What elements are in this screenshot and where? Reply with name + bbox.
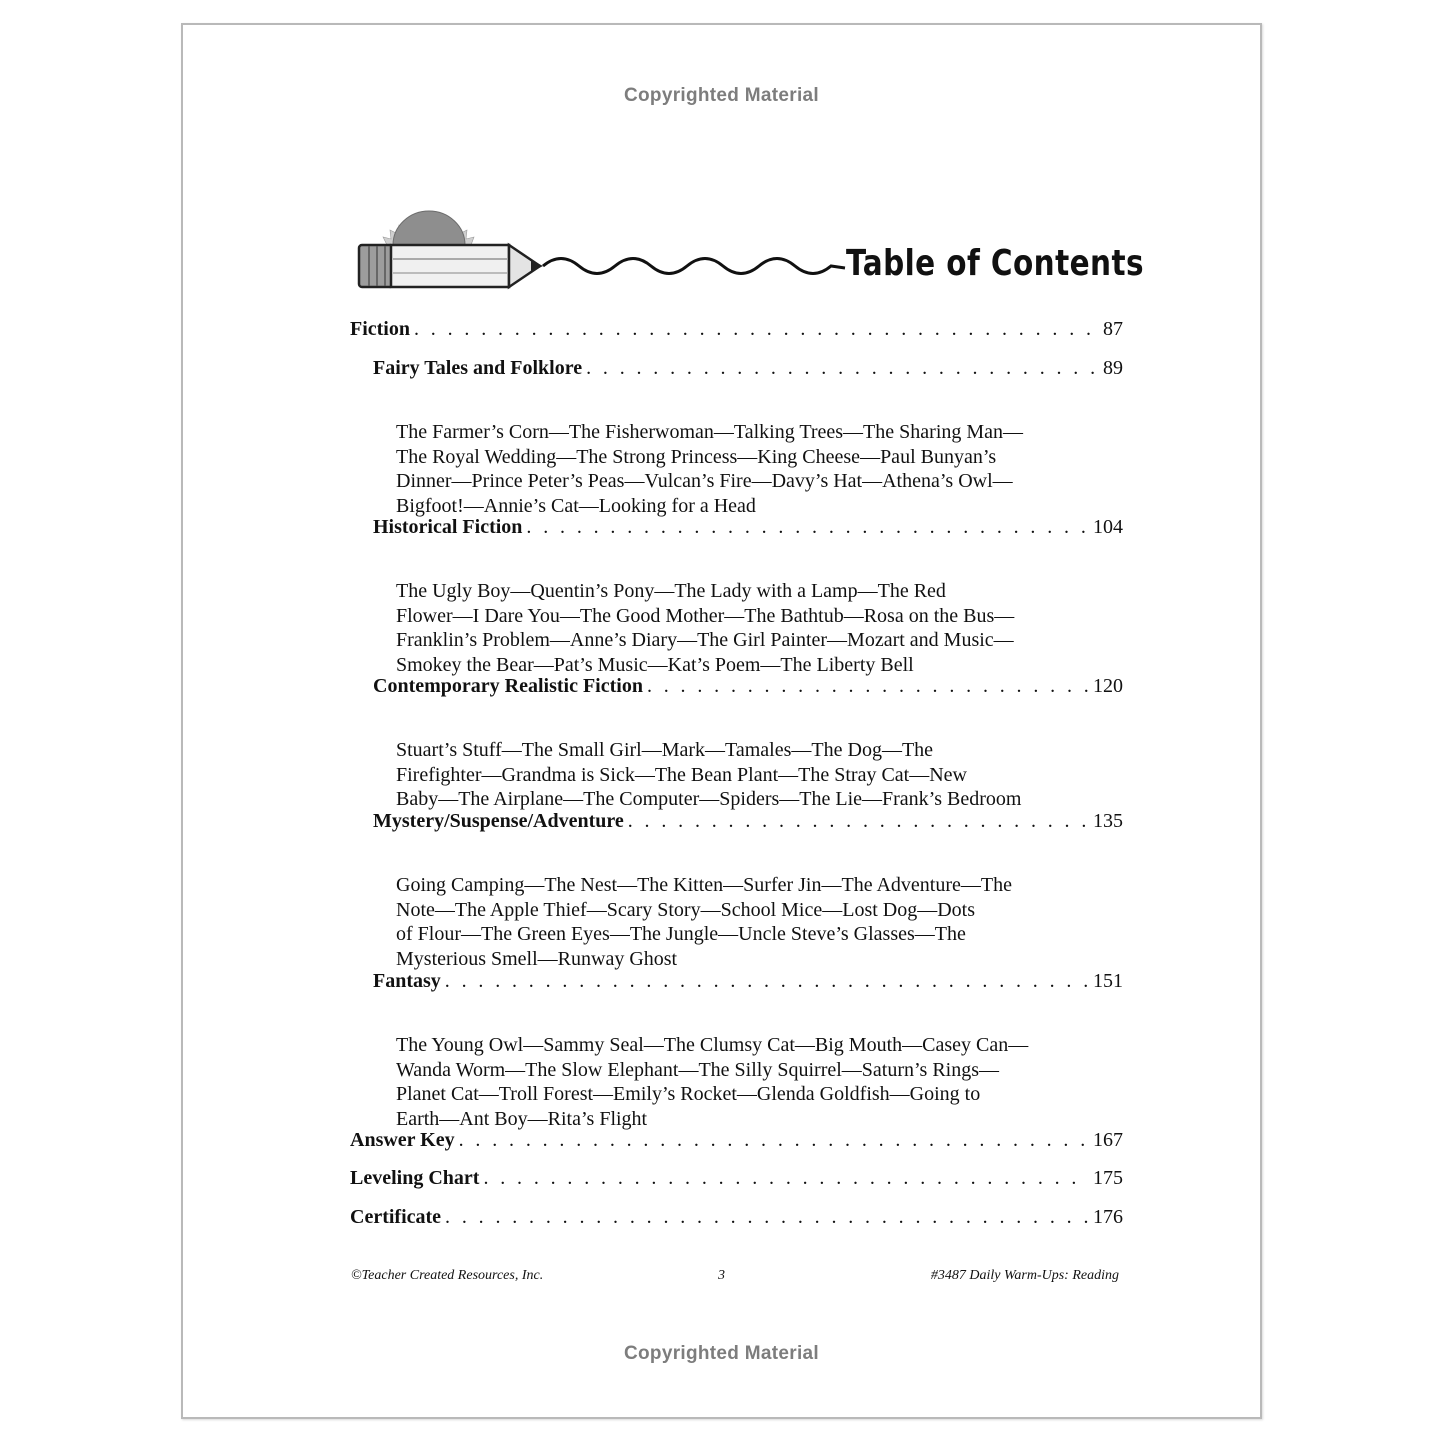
toc-entry-mystery [373, 809, 1123, 833]
pencil-with-sun-icon [357, 173, 847, 293]
toc-description-contemporary-fiction [396, 738, 1096, 812]
toc-entry-label: Certificate [350, 1206, 442, 1228]
toc-entry-label: Answer Key [350, 1129, 455, 1151]
footer-book-title: #3487 Daily Warm-Ups: Reading [930, 1268, 1119, 1283]
description-line: Wanda Worm—The Slow Elephant—The Silly Squirrel—Saturn’s Rings— [396, 1058, 1000, 1081]
dot-leader [586, 356, 1099, 380]
toc-page-number: 176 [1093, 1206, 1123, 1228]
dot-leader [445, 1205, 1089, 1229]
description-line: Bigfoot!—Annie’s Cat—Looking for a Head [396, 494, 756, 517]
dot-leader [414, 317, 1099, 341]
footer-page-number: 3 [718, 1268, 725, 1283]
dot-leader [459, 1128, 1089, 1152]
toc-entry-fairy-tales [373, 356, 1123, 380]
toc-entry-historical-fiction [373, 515, 1123, 539]
toc-page-number: 104 [1093, 516, 1123, 538]
toc-entry-label: Leveling Chart [350, 1167, 480, 1189]
description-line: Dinner—Prince Peter’s Peas—Vulcan’s Fire—Davy’s Hat—Athena’s Owl— [396, 470, 1013, 493]
description-line: Smokey the Bear—Pat’s Music—Kat’s Poem—The Liberty Bell [396, 653, 914, 676]
dot-leader [445, 969, 1089, 993]
toc-page-number: 87 [1103, 318, 1123, 340]
dot-leader [483, 1166, 1089, 1190]
description-line: Firefighter—Grandma is Sick—The Bean Plant—The Stray Cat—New [396, 763, 967, 786]
toc-entry-answer-key [350, 1128, 1123, 1152]
description-line: of Flour—The Green Eyes—The Jungle—Uncle Steve’s Glasses—The [396, 923, 966, 946]
toc-page-number: 175 [1093, 1167, 1123, 1189]
toc-page-number: 120 [1093, 675, 1123, 697]
description-line: Flower—I Dare You—The Good Mother—The Bathtub—Rosa on the Bus— [396, 604, 1015, 627]
description-line: The Farmer’s Corn—The Fisherwoman—Talking Trees—The Sharing Man— [396, 421, 1024, 443]
toc-entry-fiction [350, 317, 1123, 341]
toc-page-number: 151 [1093, 970, 1123, 992]
dot-leader [647, 674, 1089, 698]
toc-entry-label: Mystery/Suspense/Adventure [373, 810, 624, 832]
toc-description-fantasy [396, 1033, 1096, 1131]
description-line: Note—The Apple Thief—Scary Story—School Mice—Lost Dog—Dots [396, 898, 976, 921]
description-line: Mysterious Smell—Runway Ghost [396, 947, 678, 970]
toc-entry-label: Fairy Tales and Folklore [373, 357, 583, 379]
description-line: Earth—Ant Boy—Rita’s Flight [396, 1107, 648, 1130]
toc-entry-leveling-chart [350, 1166, 1123, 1190]
footer-publisher: ©Teacher Created Resources, Inc. [351, 1268, 544, 1283]
toc-entry-label: Fantasy [373, 970, 441, 992]
toc-description-historical-fiction [396, 579, 1096, 677]
toc-entry-label: Fiction [350, 318, 410, 340]
dot-leader [628, 809, 1089, 833]
toc-entry-label: Contemporary Realistic Fiction [373, 675, 643, 697]
toc-page-number: 135 [1093, 810, 1123, 832]
description-line: Going Camping—The Nest—The Kitten—Surfer Jin—The Adventure—The [396, 874, 1012, 896]
toc-page-number: 167 [1093, 1129, 1123, 1151]
description-line: Planet Cat—Troll Forest—Emily’s Rocket—Glenda Goldfish—Going to [396, 1083, 981, 1106]
description-line: Franklin’s Problem—Anne’s Diary—The Girl Painter—Mozart and Music— [396, 629, 1014, 652]
description-line: The Young Owl—Sammy Seal—The Clumsy Cat—Big Mouth—Casey Can— [396, 1034, 1029, 1056]
description-line: Stuart’s Stuff—The Small Girl—Mark—Tamales—The Dog—The [396, 739, 934, 761]
toc-entry-contemporary-fiction [373, 674, 1123, 698]
toc-entry-certificate [350, 1205, 1123, 1229]
toc-description-fairy-tales [396, 420, 1096, 518]
toc-description-mystery [396, 873, 1096, 971]
copyright-watermark-bottom: Copyrighted Material [624, 1343, 819, 1364]
description-line: Baby—The Airplane—The Computer—Spiders—The Lie—Frank’s Bedroom [396, 788, 1022, 811]
description-line: The Royal Wedding—The Strong Princess—King Cheese—Paul Bunyan’s [396, 445, 997, 468]
page-title: Table of Contents [846, 243, 1144, 284]
description-line: The Ugly Boy—Quentin’s Pony—The Lady with a Lamp—The Red [396, 580, 946, 602]
toc-entry-fantasy [373, 969, 1123, 993]
copyright-watermark-top: Copyrighted Material [624, 85, 819, 106]
toc-entry-label: Historical Fiction [373, 516, 523, 538]
toc-page-number: 89 [1103, 357, 1123, 379]
dot-leader [526, 515, 1089, 539]
document-page [181, 23, 1262, 1419]
